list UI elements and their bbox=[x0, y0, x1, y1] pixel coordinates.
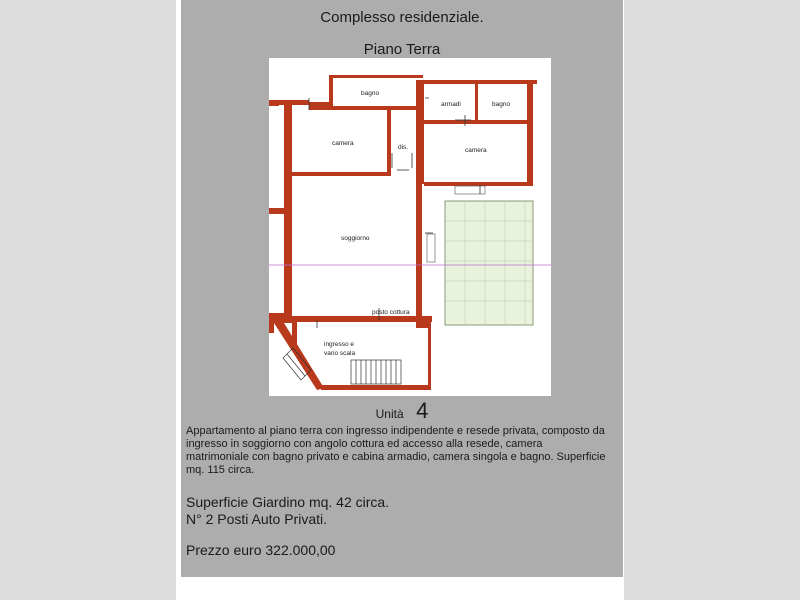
garden-area bbox=[445, 201, 533, 325]
room-label-armadi: armadi bbox=[441, 101, 461, 108]
floor-title: Piano Terra bbox=[363, 41, 441, 58]
room-label-bagno-left: bagno bbox=[361, 90, 380, 97]
living-window bbox=[427, 234, 435, 262]
room-label-camera-left: camera bbox=[332, 140, 354, 147]
document-title: Complesso residenziale. bbox=[320, 9, 484, 26]
floor-plan-drawing bbox=[269, 58, 551, 396]
room-label-dis: dis. bbox=[398, 144, 409, 151]
room-label-bagno-right: bagno bbox=[492, 101, 511, 108]
room-label-vano-scala: vano scala bbox=[324, 350, 356, 357]
garden-door-step bbox=[455, 186, 485, 194]
room-label-posto-cottura: posto cottura bbox=[372, 309, 410, 316]
room-label-soggiorno: soggiorno bbox=[341, 235, 370, 242]
garden-surface: Superficie Giardino mq. 42 circa. bbox=[186, 494, 390, 510]
floor-plan bbox=[269, 58, 551, 396]
room-label-camera-right: camera bbox=[465, 147, 487, 154]
room-label-ingresso: ingresso e bbox=[324, 341, 354, 348]
price: Prezzo euro 322.000,00 bbox=[186, 542, 336, 558]
unit-number: 4 bbox=[416, 398, 429, 423]
unit-heading bbox=[181, 398, 623, 424]
unit-label: Unità bbox=[375, 407, 404, 421]
parking-spaces: N° 2 Posti Auto Privati. bbox=[186, 511, 327, 527]
document-page bbox=[176, 0, 624, 600]
unit-description: Appartamento al piano terra con ingresso indipendente e resede privata, composto da ingresso in soggiorno con angolo cottura ed accesso alla resede, camera matrimoniale con bagno privato e cabina armadio, camera singola e bagno. Superficie mq. 115 circa. bbox=[186, 425, 606, 476]
listing-sheet bbox=[181, 0, 623, 577]
